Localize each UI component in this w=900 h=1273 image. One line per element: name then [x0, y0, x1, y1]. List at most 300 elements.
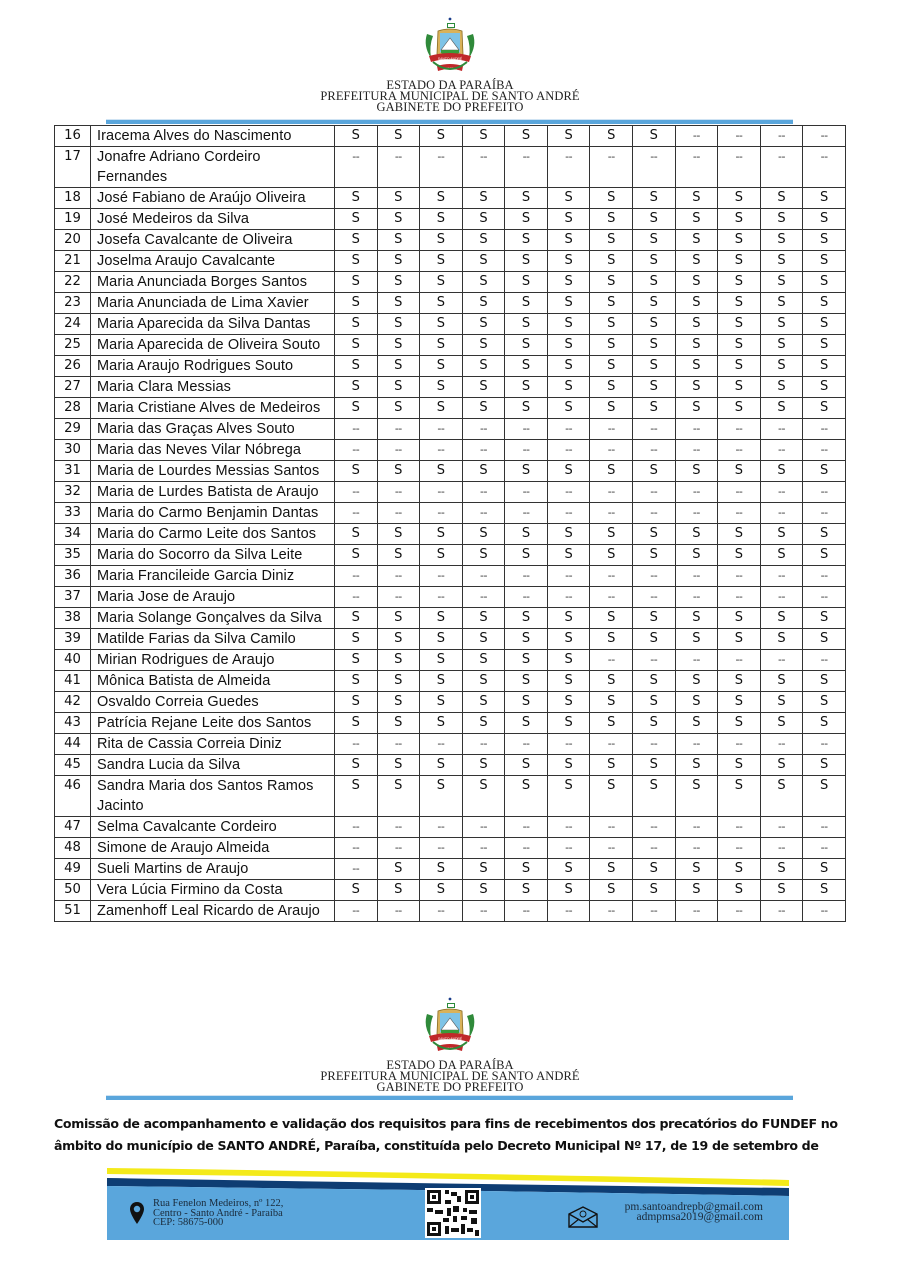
- status-cell: S: [675, 461, 718, 482]
- table-row: [55, 608, 846, 629]
- status-cell: S: [505, 629, 548, 650]
- status-cell: S: [760, 713, 803, 734]
- status-cell: S: [803, 545, 846, 566]
- status-cell: --: [377, 566, 420, 587]
- status-cell: S: [760, 629, 803, 650]
- status-cell: S: [334, 629, 377, 650]
- status-cell: S: [632, 608, 675, 629]
- table-row: [55, 314, 846, 335]
- row-number: 46: [55, 776, 91, 817]
- status-cell: S: [377, 314, 420, 335]
- status-cell: S: [505, 671, 548, 692]
- status-cell: --: [505, 838, 548, 859]
- status-cell: S: [505, 776, 548, 817]
- table-row: [55, 776, 846, 817]
- status-cell: S: [632, 293, 675, 314]
- row-number: 25: [55, 335, 91, 356]
- qr-code-icon[interactable]: [425, 1188, 481, 1238]
- status-cell: S: [718, 776, 761, 817]
- status-cell: S: [675, 398, 718, 419]
- status-cell: --: [590, 838, 633, 859]
- status-cell: S: [420, 126, 463, 147]
- row-number: 17: [55, 147, 91, 188]
- status-cell: S: [377, 671, 420, 692]
- status-cell: S: [377, 692, 420, 713]
- status-cell: S: [334, 251, 377, 272]
- status-cell: S: [547, 545, 590, 566]
- status-cell: S: [547, 776, 590, 817]
- table-row: [55, 692, 846, 713]
- status-cell: S: [760, 880, 803, 901]
- status-cell: --: [675, 734, 718, 755]
- status-cell: S: [803, 251, 846, 272]
- status-cell: --: [505, 587, 548, 608]
- status-cell: S: [420, 755, 463, 776]
- status-cell: S: [334, 692, 377, 713]
- status-cell: S: [505, 398, 548, 419]
- status-cell: S: [590, 230, 633, 251]
- status-cell: S: [334, 209, 377, 230]
- status-cell: S: [420, 776, 463, 817]
- table-row: [55, 209, 846, 230]
- table-row: [55, 335, 846, 356]
- status-cell: S: [718, 293, 761, 314]
- row-number: 34: [55, 524, 91, 545]
- row-number: 20: [55, 230, 91, 251]
- status-cell: --: [462, 503, 505, 524]
- status-cell: S: [590, 692, 633, 713]
- status-cell: --: [334, 147, 377, 188]
- status-cell: S: [632, 377, 675, 398]
- status-cell: S: [462, 859, 505, 880]
- status-cell: --: [718, 838, 761, 859]
- status-cell: S: [718, 671, 761, 692]
- status-cell: S: [718, 356, 761, 377]
- status-cell: S: [377, 293, 420, 314]
- row-number: 49: [55, 859, 91, 880]
- status-cell: --: [334, 734, 377, 755]
- status-cell: S: [547, 755, 590, 776]
- status-cell: S: [760, 545, 803, 566]
- row-number: 22: [55, 272, 91, 293]
- status-cell: S: [462, 314, 505, 335]
- status-cell: S: [377, 377, 420, 398]
- status-cell: S: [632, 126, 675, 147]
- status-cell: --: [632, 482, 675, 503]
- status-cell: S: [505, 251, 548, 272]
- status-cell: --: [803, 587, 846, 608]
- email-secondary[interactable]: admpmsa2019@gmail.com: [636, 1211, 763, 1223]
- address-city: Centro - Santo André - Paraíba: [153, 1207, 283, 1219]
- status-cell: S: [420, 713, 463, 734]
- status-cell: S: [462, 461, 505, 482]
- table-row: [55, 377, 846, 398]
- row-number: 41: [55, 671, 91, 692]
- status-cell: S: [377, 461, 420, 482]
- header-state: ESTADO DA PARAÍBA: [386, 78, 514, 92]
- status-cell: --: [334, 859, 377, 880]
- table-row: [55, 587, 846, 608]
- status-cell: S: [718, 398, 761, 419]
- status-cell: S: [334, 314, 377, 335]
- row-number: 51: [55, 901, 91, 922]
- person-name: Maria Aparecida da Silva Dantas: [90, 314, 334, 335]
- crest-banner-top: SANTO ANDRÉ: [437, 57, 463, 61]
- status-cell: --: [462, 566, 505, 587]
- table-row: [55, 650, 846, 671]
- person-name: Simone de Araujo Almeida: [90, 838, 334, 859]
- status-cell: S: [420, 524, 463, 545]
- status-cell: S: [718, 377, 761, 398]
- status-cell: S: [675, 188, 718, 209]
- status-cell: S: [632, 272, 675, 293]
- person-name: Maria Jose de Araujo: [90, 587, 334, 608]
- status-cell: --: [377, 838, 420, 859]
- status-cell: --: [760, 817, 803, 838]
- table-row: [55, 859, 846, 880]
- status-cell: --: [590, 566, 633, 587]
- status-cell: S: [760, 859, 803, 880]
- header-office: GABINETE DO PREFEITO: [376, 1080, 524, 1094]
- row-number: 40: [55, 650, 91, 671]
- row-number: 44: [55, 734, 91, 755]
- status-cell: S: [675, 293, 718, 314]
- status-cell: S: [675, 859, 718, 880]
- status-cell: --: [462, 587, 505, 608]
- row-number: 31: [55, 461, 91, 482]
- header-prefecture: PREFEITURA MUNICIPAL DE SANTO ANDRÉ: [320, 1069, 580, 1083]
- status-cell: --: [632, 817, 675, 838]
- status-cell: S: [718, 629, 761, 650]
- status-cell: S: [505, 209, 548, 230]
- status-cell: S: [334, 293, 377, 314]
- status-cell: S: [718, 209, 761, 230]
- table-row: [55, 755, 846, 776]
- status-cell: S: [462, 230, 505, 251]
- status-cell: S: [632, 776, 675, 817]
- status-cell: S: [590, 545, 633, 566]
- table-row: [55, 440, 846, 461]
- status-cell: S: [675, 335, 718, 356]
- status-cell: --: [462, 901, 505, 922]
- status-cell: S: [505, 461, 548, 482]
- status-cell: S: [803, 671, 846, 692]
- status-cell: S: [718, 880, 761, 901]
- status-cell: S: [632, 545, 675, 566]
- status-cell: --: [377, 817, 420, 838]
- status-cell: S: [505, 335, 548, 356]
- status-cell: S: [632, 230, 675, 251]
- status-cell: S: [547, 650, 590, 671]
- status-cell: S: [377, 755, 420, 776]
- header-office: GABINETE DO PREFEITO: [376, 100, 524, 114]
- status-cell: --: [760, 901, 803, 922]
- status-cell: S: [377, 713, 420, 734]
- status-cell: S: [760, 209, 803, 230]
- status-cell: --: [718, 650, 761, 671]
- status-cell: --: [675, 419, 718, 440]
- status-cell: S: [760, 293, 803, 314]
- person-name: Maria Cristiane Alves de Medeiros: [90, 398, 334, 419]
- row-number: 23: [55, 293, 91, 314]
- status-cell: S: [675, 272, 718, 293]
- status-cell: --: [675, 817, 718, 838]
- status-cell: --: [420, 838, 463, 859]
- person-name: Mônica Batista de Almeida: [90, 671, 334, 692]
- status-cell: S: [590, 755, 633, 776]
- status-cell: S: [420, 230, 463, 251]
- status-cell: --: [420, 587, 463, 608]
- status-cell: S: [718, 272, 761, 293]
- table-row: [55, 880, 846, 901]
- map-pin-icon: [129, 1201, 145, 1225]
- status-cell: S: [590, 251, 633, 272]
- table-row: [55, 566, 846, 587]
- status-cell: --: [547, 838, 590, 859]
- status-cell: S: [632, 524, 675, 545]
- status-cell: --: [420, 566, 463, 587]
- status-cell: S: [547, 629, 590, 650]
- table-row: [55, 461, 846, 482]
- email-primary[interactable]: pm.santoandrepb@gmail.com: [624, 1201, 763, 1213]
- status-cell: S: [377, 230, 420, 251]
- status-cell: S: [377, 650, 420, 671]
- status-cell: S: [760, 335, 803, 356]
- table-row: [55, 293, 846, 314]
- person-name: Maria Francileide Garcia Diniz: [90, 566, 334, 587]
- status-cell: S: [632, 629, 675, 650]
- row-number: 27: [55, 377, 91, 398]
- status-cell: S: [377, 608, 420, 629]
- status-cell: --: [420, 147, 463, 188]
- status-cell: S: [803, 377, 846, 398]
- status-cell: S: [505, 713, 548, 734]
- status-cell: S: [760, 230, 803, 251]
- status-cell: S: [547, 272, 590, 293]
- status-cell: S: [632, 880, 675, 901]
- row-number: 24: [55, 314, 91, 335]
- header-prefecture: PREFEITURA MUNICIPAL DE SANTO ANDRÉ: [320, 89, 580, 103]
- status-cell: S: [632, 209, 675, 230]
- status-cell: --: [505, 147, 548, 188]
- status-cell: --: [590, 587, 633, 608]
- status-cell: S: [632, 335, 675, 356]
- status-cell: --: [334, 440, 377, 461]
- row-number: 18: [55, 188, 91, 209]
- person-name: Maria Anunciada Borges Santos: [90, 272, 334, 293]
- status-cell: --: [505, 440, 548, 461]
- status-cell: S: [590, 671, 633, 692]
- status-cell: S: [334, 188, 377, 209]
- status-cell: S: [547, 314, 590, 335]
- status-cell: S: [462, 188, 505, 209]
- table-row: [55, 629, 846, 650]
- status-cell: --: [547, 147, 590, 188]
- status-cell: S: [334, 524, 377, 545]
- status-cell: S: [803, 335, 846, 356]
- table-row: [55, 713, 846, 734]
- status-cell: S: [547, 335, 590, 356]
- status-cell: --: [760, 147, 803, 188]
- row-number: 29: [55, 419, 91, 440]
- table-row: [55, 147, 846, 188]
- status-cell: S: [718, 461, 761, 482]
- status-cell: S: [718, 314, 761, 335]
- status-cell: S: [462, 335, 505, 356]
- status-cell: --: [505, 419, 548, 440]
- table-row: [55, 398, 846, 419]
- row-number: 35: [55, 545, 91, 566]
- status-cell: S: [675, 251, 718, 272]
- status-cell: S: [462, 608, 505, 629]
- status-cell: S: [547, 251, 590, 272]
- status-cell: S: [547, 692, 590, 713]
- status-cell: S: [675, 755, 718, 776]
- status-cell: --: [377, 482, 420, 503]
- status-cell: S: [760, 251, 803, 272]
- status-cell: S: [377, 272, 420, 293]
- status-cell: S: [377, 188, 420, 209]
- status-cell: S: [803, 356, 846, 377]
- status-cell: S: [803, 776, 846, 817]
- status-cell: --: [675, 587, 718, 608]
- status-cell: S: [547, 356, 590, 377]
- status-cell: S: [420, 314, 463, 335]
- status-cell: S: [547, 524, 590, 545]
- person-name: Rita de Cassia Correia Diniz: [90, 734, 334, 755]
- status-cell: --: [420, 503, 463, 524]
- status-cell: S: [420, 692, 463, 713]
- status-cell: --: [420, 817, 463, 838]
- status-cell: S: [803, 209, 846, 230]
- status-cell: S: [590, 461, 633, 482]
- status-cell: S: [675, 356, 718, 377]
- status-cell: S: [334, 230, 377, 251]
- status-cell: --: [632, 147, 675, 188]
- status-cell: S: [632, 755, 675, 776]
- table-row: [55, 671, 846, 692]
- row-number: 39: [55, 629, 91, 650]
- table-row: [55, 901, 846, 922]
- row-number: 48: [55, 838, 91, 859]
- status-cell: S: [590, 776, 633, 817]
- status-cell: --: [803, 817, 846, 838]
- status-cell: S: [462, 356, 505, 377]
- status-cell: S: [505, 524, 548, 545]
- status-cell: --: [760, 566, 803, 587]
- status-cell: --: [547, 901, 590, 922]
- status-cell: S: [590, 335, 633, 356]
- status-cell: --: [547, 587, 590, 608]
- status-cell: S: [760, 755, 803, 776]
- person-name: Mirian Rodrigues de Araujo: [90, 650, 334, 671]
- status-cell: --: [632, 587, 675, 608]
- status-cell: --: [803, 419, 846, 440]
- status-cell: --: [590, 440, 633, 461]
- person-name: Iracema Alves do Nascimento: [90, 126, 334, 147]
- status-cell: S: [547, 671, 590, 692]
- row-number: 47: [55, 817, 91, 838]
- status-cell: S: [420, 545, 463, 566]
- status-cell: --: [505, 482, 548, 503]
- status-cell: S: [590, 356, 633, 377]
- status-cell: S: [547, 293, 590, 314]
- status-cell: S: [547, 188, 590, 209]
- status-cell: S: [547, 880, 590, 901]
- person-name: Patrícia Rejane Leite dos Santos: [90, 713, 334, 734]
- status-cell: --: [547, 419, 590, 440]
- status-cell: S: [590, 629, 633, 650]
- status-cell: S: [420, 188, 463, 209]
- status-cell: S: [760, 272, 803, 293]
- person-name: Osvaldo Correia Guedes: [90, 692, 334, 713]
- status-cell: S: [632, 461, 675, 482]
- status-cell: S: [462, 776, 505, 817]
- person-name: Jonafre Adriano Cordeiro Fernandes: [90, 147, 334, 188]
- status-cell: S: [377, 398, 420, 419]
- status-cell: --: [632, 901, 675, 922]
- status-cell: S: [462, 209, 505, 230]
- status-cell: S: [420, 293, 463, 314]
- status-cell: S: [547, 126, 590, 147]
- status-cell: --: [632, 440, 675, 461]
- status-cell: S: [803, 272, 846, 293]
- row-number: 32: [55, 482, 91, 503]
- row-number: 37: [55, 587, 91, 608]
- status-cell: --: [505, 503, 548, 524]
- status-cell: S: [334, 755, 377, 776]
- status-cell: S: [803, 398, 846, 419]
- status-cell: S: [505, 126, 548, 147]
- status-cell: S: [505, 692, 548, 713]
- status-cell: S: [803, 230, 846, 251]
- crest-banner-top: SANTO ANDRÉ: [437, 1037, 463, 1041]
- status-cell: S: [632, 188, 675, 209]
- status-cell: S: [803, 461, 846, 482]
- status-cell: --: [803, 650, 846, 671]
- status-cell: S: [718, 859, 761, 880]
- status-cell: S: [420, 880, 463, 901]
- status-cell: --: [590, 419, 633, 440]
- status-cell: --: [760, 419, 803, 440]
- status-cell: --: [334, 482, 377, 503]
- status-cell: S: [334, 356, 377, 377]
- row-number: 43: [55, 713, 91, 734]
- person-name: Maria do Socorro da Silva Leite: [90, 545, 334, 566]
- header-state: ESTADO DA PARAÍBA: [386, 1058, 514, 1072]
- status-cell: S: [505, 230, 548, 251]
- person-name: Maria Clara Messias: [90, 377, 334, 398]
- person-name: Maria das Neves Vilar Nóbrega: [90, 440, 334, 461]
- row-number: 50: [55, 880, 91, 901]
- table-row: [55, 734, 846, 755]
- status-cell: S: [462, 377, 505, 398]
- status-cell: --: [377, 419, 420, 440]
- status-cell: --: [760, 838, 803, 859]
- person-name: Maria do Carmo Leite dos Santos: [90, 524, 334, 545]
- row-number: 42: [55, 692, 91, 713]
- status-cell: S: [803, 629, 846, 650]
- letterhead-top: [0, 16, 900, 113]
- person-name: Sandra Maria dos Santos Ramos Jacinto: [90, 776, 334, 817]
- status-cell: S: [547, 377, 590, 398]
- status-cell: --: [462, 817, 505, 838]
- person-name: Maria Aparecida de Oliveira Souto: [90, 335, 334, 356]
- status-cell: --: [718, 503, 761, 524]
- status-cell: --: [760, 440, 803, 461]
- status-cell: --: [803, 838, 846, 859]
- status-cell: --: [718, 566, 761, 587]
